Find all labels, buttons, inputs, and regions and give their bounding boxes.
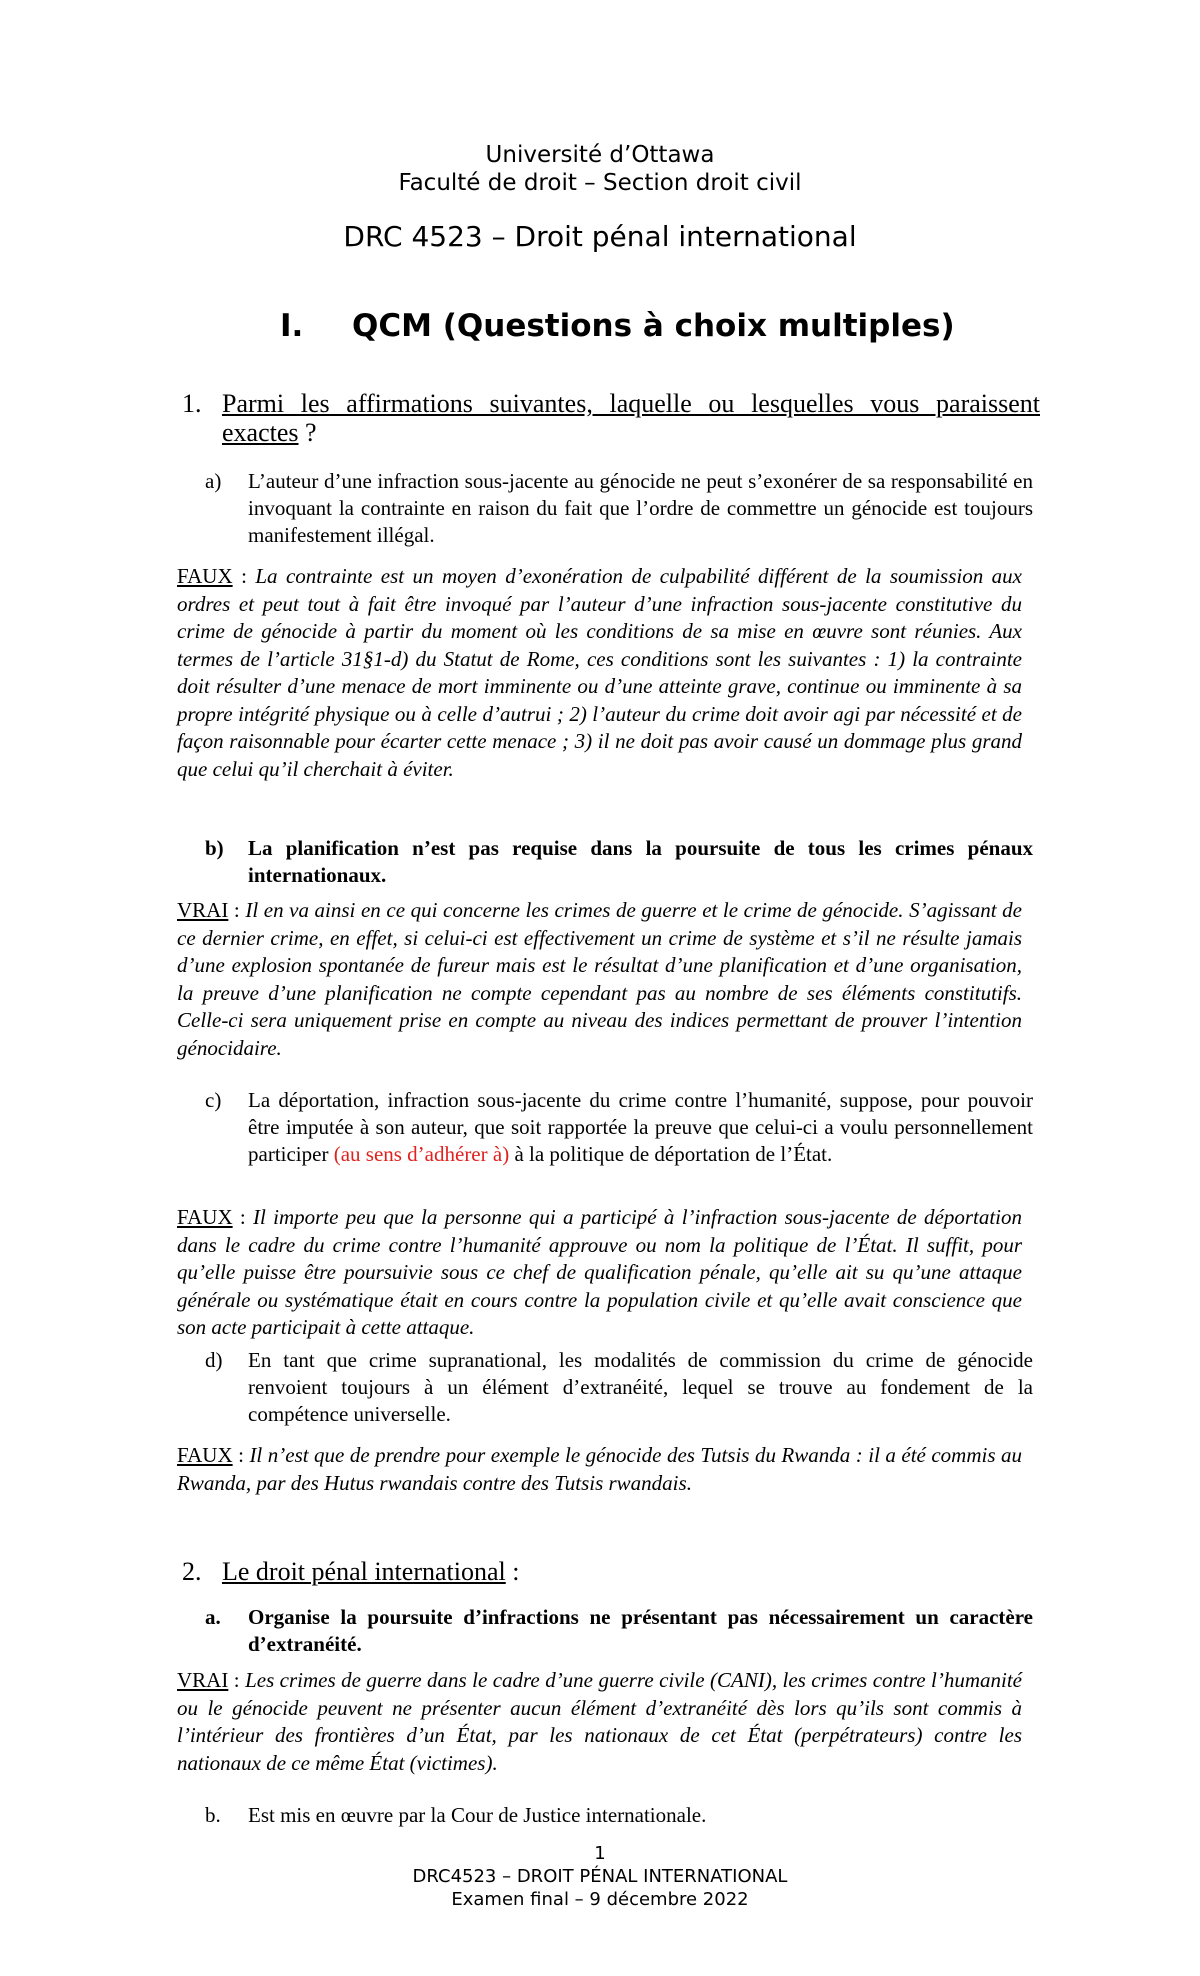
footer-exam: Examen final – 9 décembre 2022 [451,1889,749,1910]
answer-explanation: Il importe peu que la personne qui a participé à l’infraction sous-jacente de déportation dans le cadre du crime contre l’humanité approuve ou nom la politique de l’État. Il suffit, pour qu’elle puisse être poursuivie sous ce chef de qualification pénale, qu’elle ait su qu’une attaque générale ou systématique était en cours contre la population civile et qu’elle avait conscience que son acte participait à cette attaque. [177,1205,1022,1339]
section-title: QCM (Questions à choix multiples) [352,308,955,344]
section-number: I. [280,308,304,344]
answer-explanation: Il en va ainsi en ce qui concerne les crimes de guerre et le crime de génocide. S’agissant de ce dernier crime, en effet, si celui-ci est effectivement un crime de système et s’il ne résulte jamais d’une explosion spontanée de fureur mais est le résultat d’une planification et d’une organisation, la preuve d’une planification ne compte cependant pas au nombre de ses éléments constitutifs. Celle-ci sera uniquement prise en compte au niveau des indices permettant de prouver l’intention génocidaire. [177,898,1022,1060]
question-suffix: : [505,1557,520,1586]
question-underlined-text: Le droit pénal international [222,1557,506,1586]
answer-1c: FAUX : Il importe peu que la personne qui a participé à l’infraction sous-jacente de déportation dans le cadre du crime contre l’humanité approuve ou nom la politique de l’État. Il suffit, pour qu’elle puisse être poursuivie sous ce chef de qualification pénale, qu’elle ait su qu’une attaque générale ou systématique était en cours contre la population civile et qu’elle avait conscience que son acte participait à cette attaque. [177,1205,1022,1339]
question-number: 1. [182,389,202,418]
option-letter: a. [205,1605,221,1629]
option-text-part: à la politique de déportation de l’État. [509,1142,833,1166]
option-text: La planification n’est pas requise dans la poursuite de tous les crimes pénaux internationaux. [248,836,1033,887]
question-suffix: ? [298,418,317,447]
option-text: Est mis en œuvre par la Cour de Justice internationale. [248,1803,707,1827]
page-number: 1 [594,1843,606,1864]
faculty-name: Faculté de droit – Section droit civil [398,170,802,196]
answer-1b: VRAI : Il en va ainsi en ce qui concerne les crimes de guerre et le crime de génocide. S’agissant de ce dernier crime, en effet, si celui-ci est effectivement un crime de système et s’il ne résulte jamais d’une explosion spontanée de fureur mais est le résultat d’une planification et d’une organisation, la preuve d’une planification ne compte cependant pas au nombre de ses éléments constitutifs. Celle-ci sera uniquement prise en compte au niveau des indices permettant de prouver l’intention génocidaire. [177,898,1022,1060]
answer-verdict: FAUX [177,564,233,588]
answer-verdict: VRAI [177,898,229,922]
answer-explanation: La contrainte est un moyen d’exonération de culpabilité différent de la soumission aux ordres et peut tout à fait être invoqué par l’auteur d’une infraction sous-jacente constitutive du crime de génocide à partir du moment où les conditions de sa mise en œuvre sont réunies. Aux termes de l’article 31§1-d) du Statut de Rome, ces conditions sont les suivantes : 1) la contrainte doit résulter d’une menace de mort imminente ou d’une atteinte grave, continue ou imminente à sa propre intégrité physique ou à celle d’autrui ; 2) l’auteur du crime doit avoir agi par nécessité et de façon raisonnable pour écarter cette menace ; 3) il ne doit pas avoir causé un dommage plus grand que celui qu’il cherchait à éviter. [177,564,1022,781]
option-highlight-red: (au sens d’adhérer à) [333,1142,510,1166]
option-text-part: La déportation, infraction sous-jacente du crime contre l’humanité, suppose, pour pouvoir être imputée à son auteur, que soit rapportée la preuve que celui-ci a voulu personnellement participer [248,1088,1033,1166]
answer-1d: FAUX : Il n’est que de prendre pour exemple le génocide des Tutsis du Rwanda : il a été commis au Rwanda, par des Hutus rwandais contre des Tutsis rwandais. [177,1443,1022,1495]
answer-verdict: FAUX [177,1443,233,1467]
answer-2a: VRAI : Les crimes de guerre dans le cadre d’une guerre civile (CANI), les crimes contre l’humanité ou le génocide peuvent ne présenter aucun élément d’extranéité dès lors qu’ils sont commis à l’intérieur des frontières d’un État, par les nationaux de cet État (perpétrateurs) contre les nationaux de ce même État (victimes). [177,1668,1022,1775]
question-text [222,1557,1040,1586]
option-text [248,1087,1033,1168]
answer-verdict: VRAI [177,1668,229,1692]
option-letter: a) [205,469,222,493]
question-underlined-text: Parmi les affirmations suivantes, laquelle ou lesquelles vous paraissent exactes [222,389,1040,447]
option-letter: c) [205,1088,222,1112]
course-title: DRC 4523 – Droit pénal international [343,220,857,253]
option-text: En tant que crime supranational, les modalités de commission du crime de génocide renvoient toujours à un élément d’extranéité, lequel se trouve au fondement de la compétence universelle. [248,1348,1033,1426]
option-letter: b. [205,1803,221,1827]
footer-course: DRC4523 – DROIT PÉNAL INTERNATIONAL [412,1866,788,1887]
option-letter: b) [205,836,224,860]
university-name: Université d’Ottawa [485,142,715,168]
option-text: L’auteur d’une infraction sous-jacente au génocide ne peut s’exonérer de sa responsabilité en invoquant la contrainte en raison du fait que l’ordre de commettre un génocide est toujours manifestement illégal. [248,469,1033,547]
answer-explanation: Les crimes de guerre dans le cadre d’une guerre civile (CANI), les crimes contre l’humanité ou le génocide peuvent ne présenter aucun élément d’extranéité dès lors qu’ils sont commis à l’intérieur des frontières d’un État, par les nationaux de cet État (perpétrateurs) contre les nationaux de ce même État (victimes). [177,1668,1022,1775]
answer-verdict: FAUX [177,1205,233,1229]
question-number: 2. [182,1557,202,1586]
question-text [222,389,1040,447]
option-text: Organise la poursuite d’infractions ne présentant pas nécessairement un caractère d’extranéité. [248,1605,1033,1656]
answer-1a: FAUX : La contrainte est un moyen d’exonération de culpabilité différent de la soumission aux ordres et peut tout à fait être invoqué par l’auteur d’une infraction sous-jacente constitutive du crime de génocide à partir du moment où les conditions de sa mise en œuvre sont réunies. Aux termes de l’article 31§1-d) du Statut de Rome, ces conditions sont les suivantes : 1) la contrainte doit résulter d’une menace de mort imminente ou d’une atteinte grave, continue ou imminente à sa propre intégrité physique ou à celle d’autrui ; 2) l’auteur du crime doit avoir agi par nécessité et de façon raisonnable pour écarter cette menace ; 3) il ne doit pas avoir causé un dommage plus grand que celui qu’il cherchait à éviter. [177,564,1022,781]
option-letter: d) [205,1348,223,1372]
answer-explanation: Il n’est que de prendre pour exemple le génocide des Tutsis du Rwanda : il a été commis au Rwanda, par des Hutus rwandais contre des Tutsis rwandais. [177,1443,1022,1495]
